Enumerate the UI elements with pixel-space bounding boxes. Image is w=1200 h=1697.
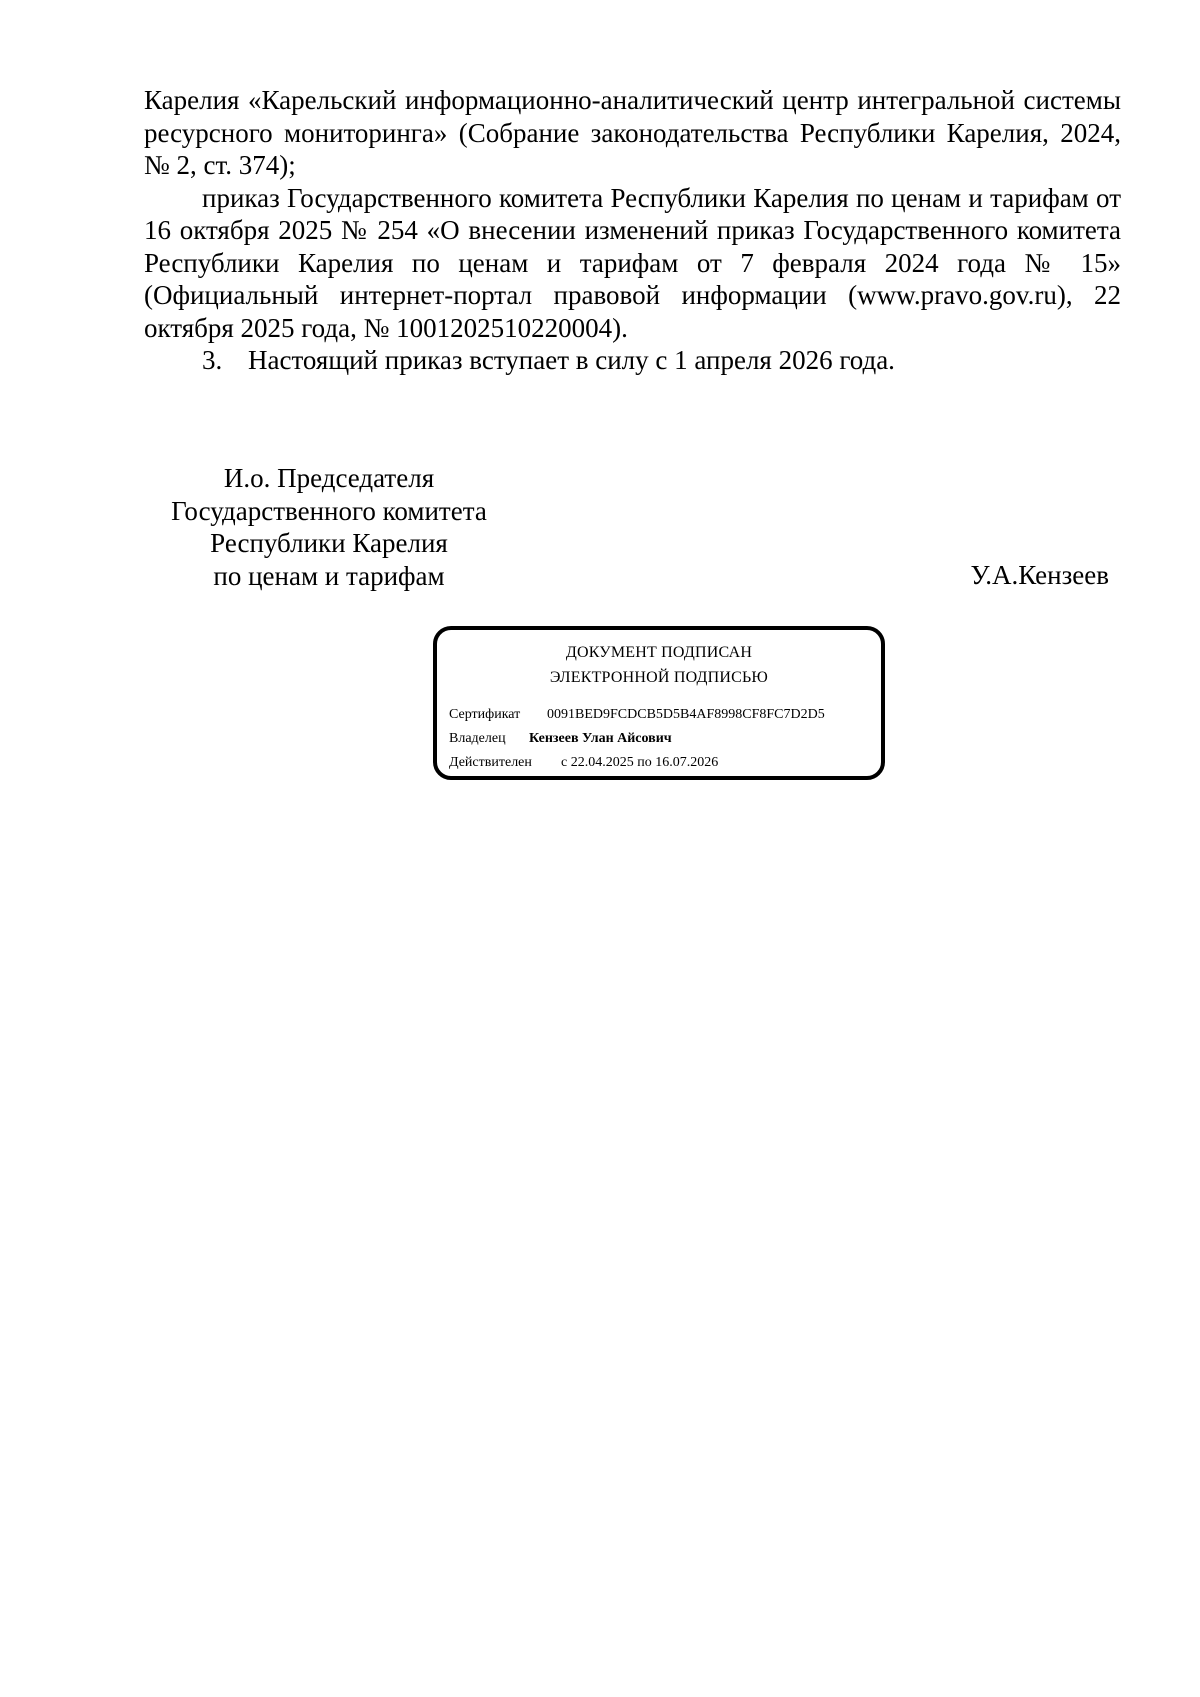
signer-position-line: Республики Карелия <box>210 528 448 558</box>
signature-block <box>144 462 1121 602</box>
electronic-signature-stamp <box>433 626 885 780</box>
owner-value: Кензеев Улан Айсович <box>529 731 672 746</box>
certificate-value: 0091BED9FCDCB5D5B4AF8998CF8FC7D2D5 <box>547 707 825 722</box>
list-item-text: Настоящий приказ вступает в силу с 1 апреля 2026 года. <box>248 345 895 375</box>
stamp-title-line: ДОКУМЕНТ ПОДПИСАН <box>565 644 753 661</box>
valid-label: Действителен <box>449 755 532 770</box>
paragraph-continuation: Карелия «Карельский информационно-аналитический центр интегральной системы ресурсного мониторинга» (Собрание законодательства Республики Карелия, 2024, № 2, ст. 374); <box>144 85 1121 180</box>
paragraph-order-reference: приказ Государственного комитета Республики Карелия по ценам и тарифам от 16 октября 2025 № 254 «О внесении изменений приказ Государственного комитета Республики Карелия по ценам и тарифам от 7 февраля 2024 года № 15» (Официальный интернет-портал правовой информации (www.pravo.gov.ru), 22 октября 2025 года, № 1001202510220004). <box>144 182 1121 343</box>
signer-position-line: Государственного комитета <box>171 495 487 526</box>
stamp-title <box>437 640 881 690</box>
list-item-number: 3. <box>202 345 223 375</box>
signer-position-line: по ценам и тарифам <box>213 560 445 591</box>
document-body <box>144 84 1121 377</box>
list-item-3 <box>144 344 1121 377</box>
stamp-title-line: ЭЛЕКТРОННОЙ ПОДПИСЬЮ <box>549 669 769 686</box>
certificate-label: Сертификат <box>449 707 521 722</box>
signer-position-line: И.о. Председателя <box>223 463 435 493</box>
signer-position <box>144 462 514 592</box>
owner-label: Владелец <box>449 731 506 746</box>
stamp-owner-row <box>449 730 672 748</box>
valid-value: с 22.04.2025 по 16.07.2026 <box>561 755 719 770</box>
stamp-validity-row <box>449 754 718 772</box>
signer-name: У.А.Кензеев <box>970 560 1109 590</box>
stamp-certificate-row <box>449 706 825 724</box>
